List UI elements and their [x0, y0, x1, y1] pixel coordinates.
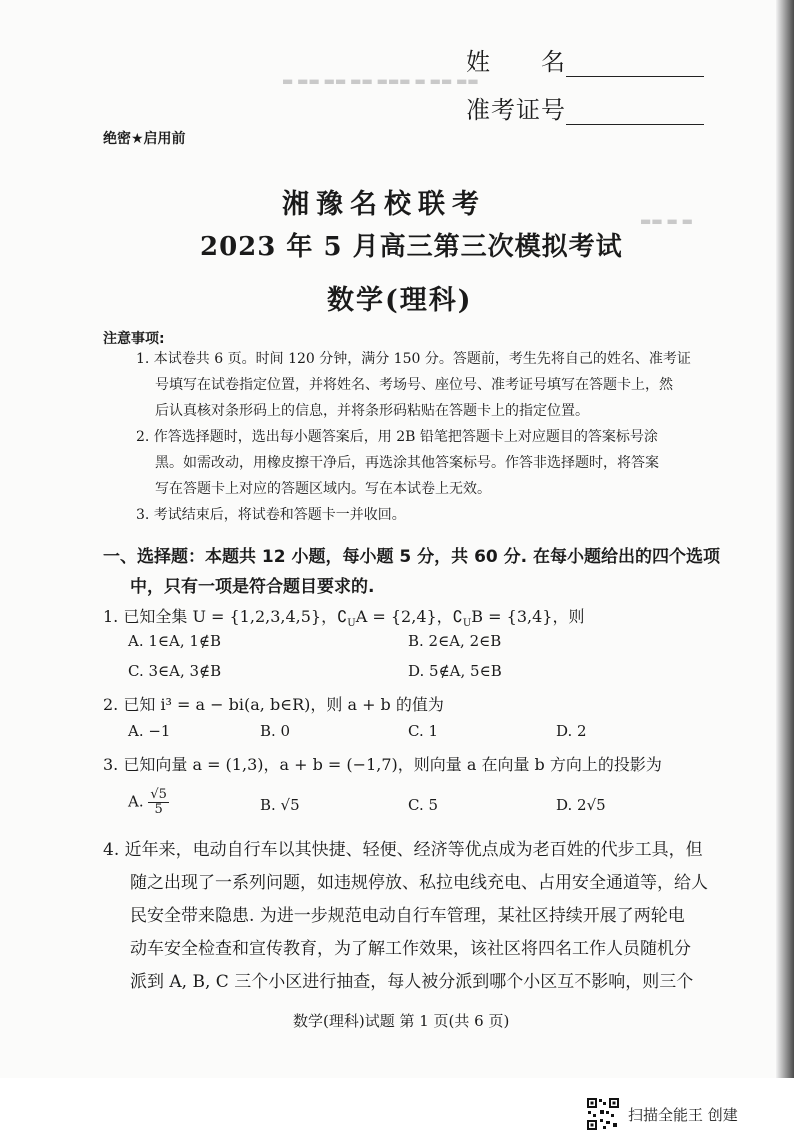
q2-option-b: B. 0: [260, 722, 291, 740]
question-4-line: 随之出现了一系列问题，如违规停放、私拉电线充电、占用安全通道等，给人: [130, 873, 708, 893]
q1-sub: U: [462, 618, 472, 630]
q1-option-c: C. 3∈A, 3∉B: [128, 662, 222, 680]
notice-line: 号填写在试卷指定位置，并将姓名、考场号、座位号、准考证号填写在答题卡上，然: [155, 377, 673, 393]
q3-option-c: C. 5: [408, 796, 439, 814]
q2-option-d: D. 2: [556, 722, 587, 740]
page-footer: 数学(理科)试题 第 1 页(共 6 页): [293, 1012, 510, 1030]
exam-id-field: [466, 90, 704, 125]
q1-stem-part: A = {2,4}，∁: [355, 607, 463, 626]
q1-option-b: B. 2∈A, 2∈B: [408, 632, 502, 650]
q3-option-d: D. 2√5: [556, 796, 606, 814]
notice-heading: 注意事项:: [103, 331, 165, 347]
question-4-line: 动车安全检查和宣传教育，为了解工作效果，该社区将四名工作人员随机分: [130, 939, 691, 959]
fraction-denominator: 5: [154, 802, 163, 817]
scan-edge-shadow: [776, 0, 794, 1078]
q1-option-a: A. 1∈A, 1∉B: [128, 632, 222, 650]
question-2-stem: 2. 已知 i³ = a − bi(a, b∈R)，则 a + b 的值为: [103, 695, 444, 714]
q3-option-b: B. √5: [260, 796, 300, 814]
scanner-watermark: [586, 1096, 738, 1132]
q3-option-a-label: A.: [128, 792, 144, 811]
q2-option-c: C. 1: [408, 722, 439, 740]
bleed-through-text: ▬▬ ▬ ▬: [640, 214, 693, 228]
subject-title: 数学(理科): [327, 285, 473, 316]
exam-id-blank[interactable]: [566, 102, 704, 125]
question-4-line: 民安全带来隐患. 为进一步规范电动自行车管理，某社区持续开展了两轮电: [130, 906, 685, 926]
exam-subtitle: 2023 年 5 月高三第三次模拟考试: [200, 232, 623, 262]
watermark-text: 扫描全能王 创建: [628, 1105, 738, 1124]
question-1-stem: [103, 604, 584, 629]
q3-option-a-fraction: [148, 788, 169, 817]
question-3-stem: 3. 已知向量 a = (1,3)，a + b = (−1,7)，则向量 a 在向量 b 方向上的投影为: [103, 755, 662, 774]
question-4-line: 4. 近年来，电动自行车以其快捷、轻便、经济等优点成为老百姓的代步工具，但: [103, 840, 703, 860]
qr-code-icon: [586, 1097, 620, 1131]
q3-option-a: [128, 788, 169, 817]
fraction-numerator: √5: [150, 787, 167, 802]
q1-sub: U: [347, 618, 356, 630]
question-4-line: 派到 A, B, C 三个小区进行抽查，每人被分派到哪个小区互不影响，则三个: [130, 972, 694, 992]
q2-option-a: A. −1: [128, 722, 171, 740]
name-label: 姓 名: [466, 48, 566, 76]
bleed-through-text: ▬ ▬▬ ▬▬ ▬▬ ▬▬▬ ▬ ▬▬ ▬▬: [282, 74, 479, 88]
exam-title: 湘豫名校联考: [282, 189, 486, 220]
secret-label: 绝密★启用前: [103, 131, 186, 147]
notice-line: 后认真核对条形码上的信息，并将条形码粘贴在答题卡上的指定位置。: [155, 403, 589, 419]
section-heading-cont: 中，只有一项是符合题目要求的.: [130, 577, 375, 597]
name-blank[interactable]: [566, 54, 704, 77]
section-heading: 一、选择题：本题共 12 小题，每小题 5 分，共 60 分. 在每小题给出的四个选项: [103, 547, 721, 567]
notice-line: 3. 考试结束后，将试卷和答题卡一并收回。: [136, 507, 406, 523]
notice-line: 1. 本试卷共 6 页。时间 120 分钟，满分 150 分。答题前，考生先将自己的姓名、准考证: [136, 351, 691, 367]
name-field: [466, 42, 704, 77]
q1-option-d: D. 5∉A, 5∈B: [408, 662, 502, 680]
q1-stem-part: B = {3,4}，则: [471, 607, 585, 626]
q1-stem-part: 1. 已知全集 U = {1,2,3,4,5}，∁: [103, 607, 348, 626]
exam-id-label: 准考证号: [466, 96, 566, 124]
notice-line: 2. 作答选择题时，选出每小题答案后，用 2B 铅笔把答题卡上对应题目的答案标号涂: [136, 429, 658, 445]
notice-line: 写在答题卡上对应的答题区域内。写在本试卷上无效。: [155, 481, 491, 497]
notice-line: 黑。如需改动，用橡皮擦干净后，再选涂其他答案标号。作答非选择题时，将答案: [155, 455, 659, 471]
